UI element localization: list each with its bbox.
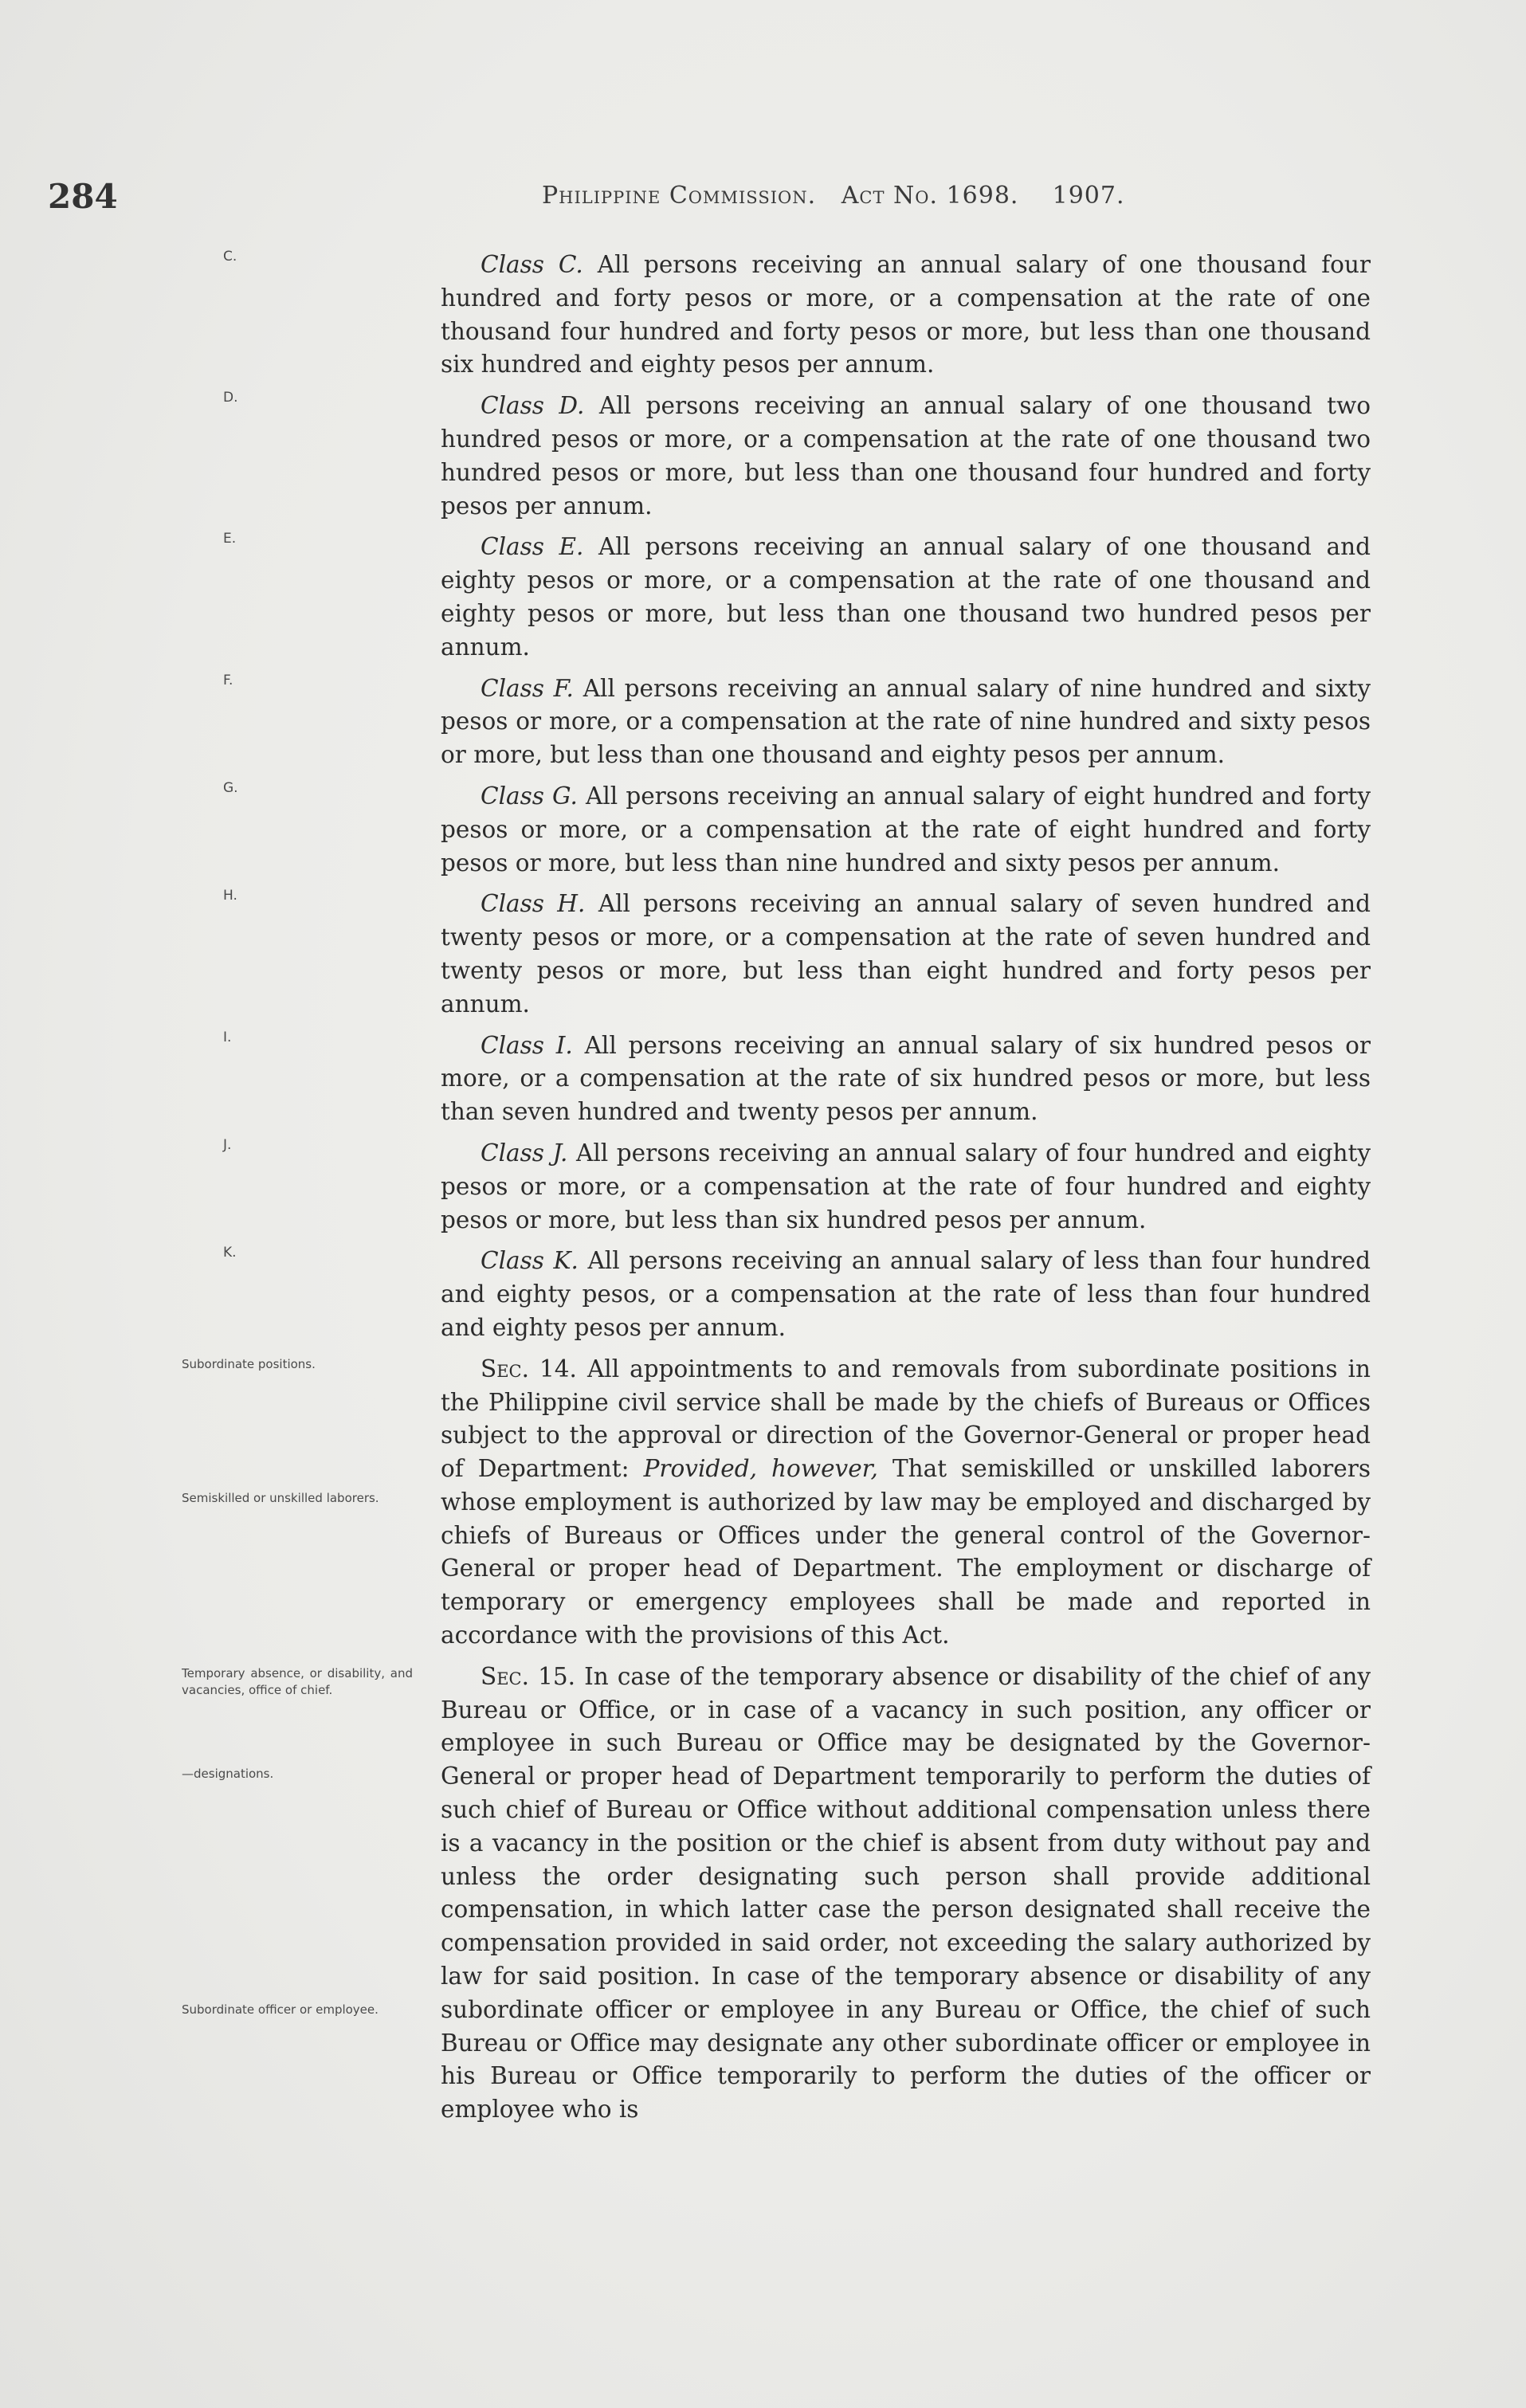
class-text bbox=[441, 531, 1371, 664]
class-label: Class G. bbox=[481, 782, 578, 810]
section-label: Sec. 14. bbox=[481, 1355, 577, 1382]
running-head bbox=[542, 182, 1125, 210]
class-paragraph bbox=[0, 249, 1526, 382]
section-15-body: In case of the temporary absence or disability of the chief of any Bureau or Office, or in case of a vacancy in such position, any officer or employee in such Bureau or Office may be designated by the Governor-General or proper head of Department temporarily to perform the duties of such chief of Bureau or Office without additional compensation unless there is a vacancy in the position or the chief is absent from duty without pay and unless the order designating such person shall provide additional compensation, in which latter case the person designated shall receive the compensation provided in said order, not exceeding the salary authorized by law for said position. In case of the temporary absence or disability of any subordinate officer or employee in any Bureau or Office, the chief of such Bureau or Office may designate any other subordinate officer or employee in his Bureau or Office temporarily to perform the duties of the officer or employee who is bbox=[441, 1662, 1371, 2124]
class-paragraph bbox=[0, 673, 1526, 772]
class-text bbox=[441, 1137, 1371, 1237]
class-body: All persons receiving an annual salary of seven hundred and twenty pesos or more, or a compensation at the rate of seven hundred and twenty pesos or more, but less than eight hundred and forty pesos per annum. bbox=[441, 890, 1371, 1018]
margin-letter: C. bbox=[223, 249, 237, 265]
proviso-label: Provided, however, bbox=[643, 1455, 878, 1483]
margin-note-temporary-absence: Temporary absence, or disability, and vacancies, office of chief. bbox=[182, 1665, 413, 1697]
class-text bbox=[441, 1029, 1371, 1129]
class-text bbox=[441, 390, 1371, 523]
class-text bbox=[441, 780, 1371, 880]
class-text bbox=[441, 673, 1371, 772]
margin-letter: J. bbox=[223, 1136, 232, 1153]
class-body: All persons receiving an annual salary of less than four hundred and eighty pesos, or a compensation at the rate of less than four hundred and eighty pesos per annum. bbox=[441, 1247, 1371, 1341]
margin-letter: D. bbox=[223, 390, 238, 406]
section-15 bbox=[0, 1661, 1526, 2127]
section-14-body-b: That semiskilled or unskilled laborers whose employment is authorized by law may be employed and discharged by chiefs of Bureaus or Offices under the general control of the Governor-General or proper head of Department. The employment or discharge of temporary or emergency employees shall be made and reported in accordance with the provisions of this Act. bbox=[441, 1455, 1371, 1649]
page-number: 284 bbox=[48, 177, 118, 216]
class-label: Class E. bbox=[481, 533, 584, 561]
margin-letter: H. bbox=[223, 888, 237, 904]
class-label: Class J. bbox=[481, 1139, 568, 1167]
running-head-year: 1907. bbox=[1052, 182, 1125, 210]
section-14-body-a: All appointments to and removals from subordinate positions in the Philippine civil service shall be made by the chiefs of Bureaus or Offices subject to the approval or direction of the Governor-General or proper head of Department: bbox=[441, 1355, 1371, 1483]
class-paragraph bbox=[0, 390, 1526, 523]
class-label: Class K. bbox=[481, 1247, 579, 1275]
class-text bbox=[441, 1245, 1371, 1344]
margin-letter: E. bbox=[223, 531, 237, 547]
margin-letter: G. bbox=[223, 779, 238, 796]
class-body: All persons receiving an annual salary of four hundred and eighty pesos or more, or a compensation at the rate of four hundred and eighty pesos or more, but less than six hundred pesos per annum. bbox=[441, 1139, 1371, 1233]
page-body bbox=[0, 249, 1526, 2135]
class-label: Class F. bbox=[481, 674, 574, 702]
section-15-text bbox=[441, 1661, 1371, 2127]
margin-letter: I. bbox=[223, 1029, 232, 1045]
class-text bbox=[441, 888, 1371, 1021]
margin-note-designations: —designations. bbox=[182, 1766, 274, 1781]
class-label: Class I. bbox=[481, 1031, 573, 1059]
class-body: All persons receiving an annual salary of six hundred pesos or more, or a compensation at the rate of six hundred pesos or more, but less than seven hundred and twenty pesos per annum. bbox=[441, 1031, 1371, 1126]
class-body: All persons receiving an annual salary of one thousand and eighty pesos or more, or a compensation at the rate of one thousand and eighty pesos or more, but less than one thousand two hundred pesos per annum. bbox=[441, 533, 1371, 661]
class-paragraph bbox=[0, 1029, 1526, 1129]
section-14 bbox=[0, 1353, 1526, 1653]
class-body: All persons receiving an annual salary of eight hundred and forty pesos or more, or a compensation at the rate of eight hundred and forty pesos or more, but less than nine hundred and sixty pesos per annum. bbox=[441, 782, 1371, 877]
class-body: All persons receiving an annual salary of one thousand two hundred pesos or more, or a compensation at the rate of one thousand two hundred pesos or more, but less than one thousand four hundred and forty pesos per annum. bbox=[441, 392, 1371, 520]
class-text bbox=[441, 249, 1371, 382]
class-body: All persons receiving an annual salary of one thousand four hundred and forty pesos or more, or a compensation at the rate of one thousand four hundred and forty pesos or more, but less than one thousand six hundred and eighty pesos per annum. bbox=[441, 251, 1371, 378]
margin-letter: K. bbox=[223, 1245, 237, 1261]
class-body: All persons receiving an annual salary of nine hundred and sixty pesos or more, or a compensation at the rate of nine hundred and sixty pesos or more, but less than one thousand and eighty pesos per annum. bbox=[441, 674, 1371, 769]
class-paragraph bbox=[0, 888, 1526, 1021]
margin-note-subordinate-officer: Subordinate officer or employee. bbox=[182, 2002, 379, 2017]
class-paragraph bbox=[0, 1137, 1526, 1237]
class-paragraph bbox=[0, 531, 1526, 664]
page-header bbox=[0, 177, 1526, 225]
margin-note-subordinate-positions: Subordinate positions. bbox=[182, 1356, 316, 1371]
class-paragraph bbox=[0, 1245, 1526, 1344]
class-paragraph bbox=[0, 780, 1526, 880]
class-label: Class C. bbox=[481, 251, 583, 278]
margin-letter: F. bbox=[223, 672, 233, 688]
running-head-act: Act No. 1698. bbox=[841, 182, 1019, 210]
class-label: Class H. bbox=[481, 890, 586, 918]
class-label: Class D. bbox=[481, 392, 585, 420]
margin-note-laborers: Semiskilled or unskilled laborers. bbox=[182, 1490, 379, 1505]
running-head-commission: Philippine Commission. bbox=[542, 182, 817, 210]
section-14-text bbox=[441, 1353, 1371, 1653]
section-label: Sec. 15. bbox=[481, 1662, 576, 1690]
